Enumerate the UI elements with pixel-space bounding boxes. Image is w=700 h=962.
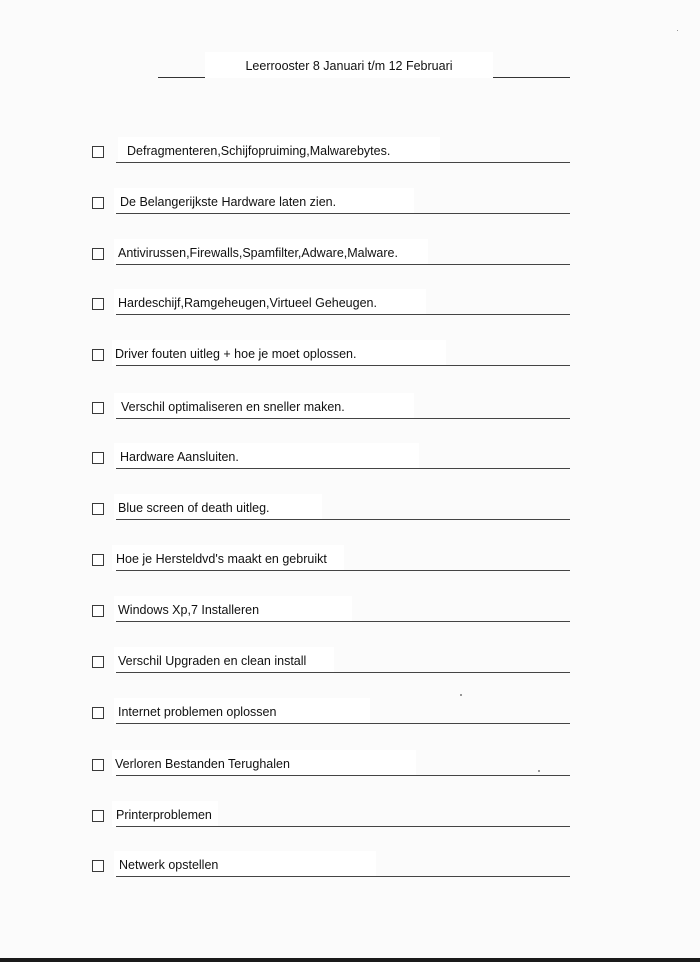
- checklist-item-label: De Belangerijkste Hardware laten zien.: [120, 195, 337, 209]
- checklist-item-label: Windows Xp,7 Installeren: [118, 603, 260, 617]
- item-rule: [116, 314, 570, 315]
- item-rule: [116, 775, 570, 776]
- checklist-item-label: Internet problemen oplossen: [118, 705, 277, 719]
- item-rule: [116, 213, 570, 214]
- checklist-item: [0, 340, 700, 370]
- item-rule: [116, 418, 570, 419]
- item-rule: [116, 570, 570, 571]
- checklist-item: [0, 393, 700, 423]
- scan-speck: [460, 694, 462, 696]
- checklist-item-label: Blue screen of death uitleg.: [118, 501, 270, 515]
- scan-speck: [538, 770, 540, 772]
- checklist-item: [0, 545, 700, 575]
- checkbox[interactable]: [92, 554, 104, 566]
- item-rule: [116, 672, 570, 673]
- item-rule: [116, 621, 570, 622]
- checkbox[interactable]: [92, 656, 104, 668]
- checklist-item-label: Driver fouten uitleg + hoe je moet oplossen.: [115, 347, 357, 361]
- scan-speck: [677, 30, 678, 31]
- checklist-item-label: Netwerk opstellen: [119, 858, 219, 872]
- checklist-item-label: Printerproblemen: [116, 808, 212, 822]
- checklist-item-label: Hardware Aansluiten.: [120, 450, 239, 464]
- checklist-item: [0, 596, 700, 626]
- item-rule: [116, 519, 570, 520]
- checkbox[interactable]: [92, 707, 104, 719]
- checklist-item: [0, 188, 700, 218]
- checklist-item: [0, 289, 700, 319]
- checkbox[interactable]: [92, 248, 104, 260]
- item-rule: [116, 876, 570, 877]
- checklist-item-label: Defragmenteren,Schijfopruiming,Malwarebytes.: [127, 144, 391, 158]
- checkbox[interactable]: [92, 503, 104, 515]
- checkbox[interactable]: [92, 402, 104, 414]
- checklist-item-label: Antivirussen,Firewalls,Spamfilter,Adware,Malware.: [118, 246, 398, 260]
- checklist-item: [0, 851, 700, 881]
- item-rule: [116, 468, 570, 469]
- checkbox[interactable]: [92, 810, 104, 822]
- item-rule: [116, 264, 570, 265]
- checklist-item: [0, 801, 700, 831]
- item-rule: [116, 826, 570, 827]
- checkbox[interactable]: [92, 349, 104, 361]
- checklist-item: [0, 239, 700, 269]
- checklist-item-label: Verschil optimaliseren en sneller maken.: [121, 400, 345, 414]
- item-rule: [116, 723, 570, 724]
- checkbox[interactable]: [92, 605, 104, 617]
- item-rule: [116, 365, 570, 366]
- checklist-item-label: Verloren Bestanden Terughalen: [115, 757, 290, 771]
- checklist-item: [0, 647, 700, 677]
- checkbox[interactable]: [92, 146, 104, 158]
- scan-bottom-edge: [0, 958, 700, 962]
- checkbox[interactable]: [92, 860, 104, 872]
- checkbox[interactable]: [92, 452, 104, 464]
- checklist-item-label: Hardeschijf,Ramgeheugen,Virtueel Geheugen.: [118, 296, 377, 310]
- checkbox[interactable]: [92, 759, 104, 771]
- checklist-item: [0, 443, 700, 473]
- checklist-item: [0, 137, 700, 167]
- item-rule: [116, 162, 570, 163]
- checklist-item: [0, 750, 700, 780]
- checklist-item: [0, 698, 700, 728]
- checklist-item-label: Verschil Upgraden en clean install: [118, 654, 307, 668]
- checklist-item: [0, 494, 700, 524]
- checkbox[interactable]: [92, 197, 104, 209]
- page-title: Leerrooster 8 Januari t/m 12 Februari: [245, 59, 453, 73]
- checklist-item-label: Hoe je Hersteldvd's maakt en gebruikt: [116, 552, 327, 566]
- checkbox[interactable]: [92, 298, 104, 310]
